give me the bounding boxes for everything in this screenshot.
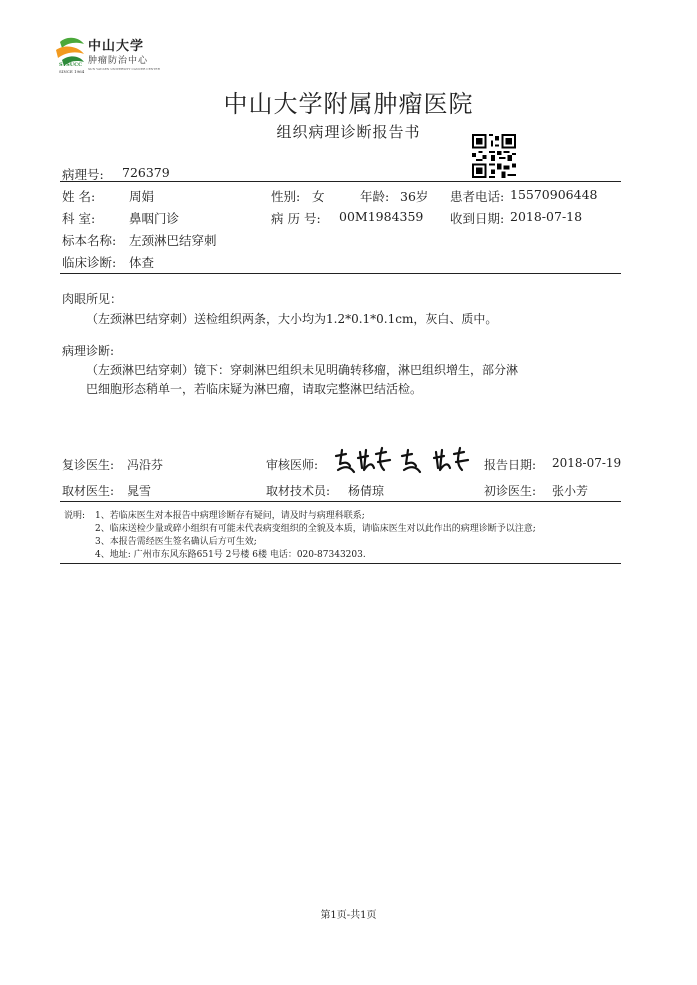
audit-doctor-label: 审核医师:	[266, 458, 319, 472]
patient-phone: 15570906448	[510, 187, 598, 202]
divider-notes-top	[60, 501, 621, 502]
note-3: 3、本报告需经医生签名确认后方可生效;	[95, 537, 257, 547]
pathology-diagnosis-line-2: 巴细胞形态稍单一，若临床疑为淋巴瘤，请取完整淋巴结活检。	[86, 382, 423, 396]
age-label: 年龄:	[360, 189, 390, 204]
name-label: 姓 名:	[62, 189, 96, 204]
report-date-label: 报告日期:	[484, 458, 537, 472]
dept-label: 科 室:	[62, 211, 96, 226]
received-date: 2018-07-18	[510, 209, 583, 224]
note-4: 4、地址: 广州市东风东路651号 2号楼 6楼 电话：020-87343203.	[95, 550, 366, 560]
phone-label: 患者电话:	[450, 189, 505, 204]
page-number: 第1页-共1页	[320, 910, 377, 921]
sampling-doctor: 晁雪	[127, 484, 152, 498]
sampling-technician: 杨倩琼	[348, 484, 385, 498]
logo-since: SINCE 1964	[59, 69, 85, 74]
specimen-label: 标本名称:	[62, 233, 117, 248]
patient-dept: 鼻咽门诊	[129, 211, 180, 226]
logo-abbr: SYSUCC	[59, 62, 83, 68]
initial-doctor-label: 初诊医生:	[484, 484, 537, 498]
patient-age: 36岁	[400, 189, 429, 204]
note-2: 2、临床送检少量或碎小组织有可能未代表病变组织的全貌及本质，请临床医生对以此作出的病理诊断予以注意;	[95, 524, 536, 534]
pathology-diagnosis-label: 病理诊断:	[62, 344, 115, 358]
note-1: 1、若临床医生对本报告中病理诊断存有疑问，请及时与病理科联系;	[95, 511, 365, 521]
pathology-number: 726379	[122, 165, 170, 180]
pathology-diagnosis-line-1: （左颈淋巴结穿刺）镜下：穿刺淋巴组织未见明确转移瘤，淋巴组织增生，部分淋	[86, 363, 519, 377]
divider-notes-bottom	[60, 563, 621, 564]
initial-doctor: 张小芳	[552, 484, 589, 498]
clinical-diagnosis-label: 临床诊断:	[62, 255, 117, 270]
clinical-diagnosis: 体查	[129, 255, 155, 270]
gross-findings-text: （左颈淋巴结穿刺）送检组织两条，大小均为1.2*0.1*0.1cm，灰白、质中。	[86, 312, 498, 326]
review-doctor-label: 复诊医生:	[62, 458, 115, 472]
report-date: 2018-07-19	[552, 456, 622, 470]
patient-gender: 女	[312, 189, 325, 204]
patient-name: 周娟	[129, 189, 155, 204]
patient-record-number: 00M1984359	[339, 209, 424, 224]
sampling-technician-label: 取材技术员:	[266, 484, 331, 498]
pathology-number-label: 病理号:	[62, 167, 104, 182]
report-title: 组织病理诊断报告书	[276, 123, 421, 141]
divider-top	[60, 181, 621, 182]
record-label: 病 历 号:	[271, 211, 321, 226]
logo-name: 中山大学	[88, 39, 145, 54]
hospital-name: 中山大学附属肿瘤医院	[223, 90, 474, 118]
received-date-label: 收到日期:	[450, 211, 505, 226]
logo-subtitle: 肿瘤防治中心	[88, 56, 149, 66]
sampling-doctor-label: 取材医生:	[62, 484, 115, 498]
gender-label: 性别:	[271, 189, 301, 204]
audit-signature	[332, 444, 480, 476]
notes-label: 说明:	[64, 511, 86, 521]
logo-english: SUN YAT-SEN UNIVERSITY CANCER CENTER	[88, 67, 160, 71]
qr-code-icon	[472, 134, 516, 178]
gross-findings-label: 肉眼所见：	[62, 292, 123, 306]
divider-info	[60, 273, 621, 274]
review-doctor: 冯沿芬	[127, 458, 164, 472]
specimen-name: 左颈淋巴结穿刺	[129, 233, 217, 248]
